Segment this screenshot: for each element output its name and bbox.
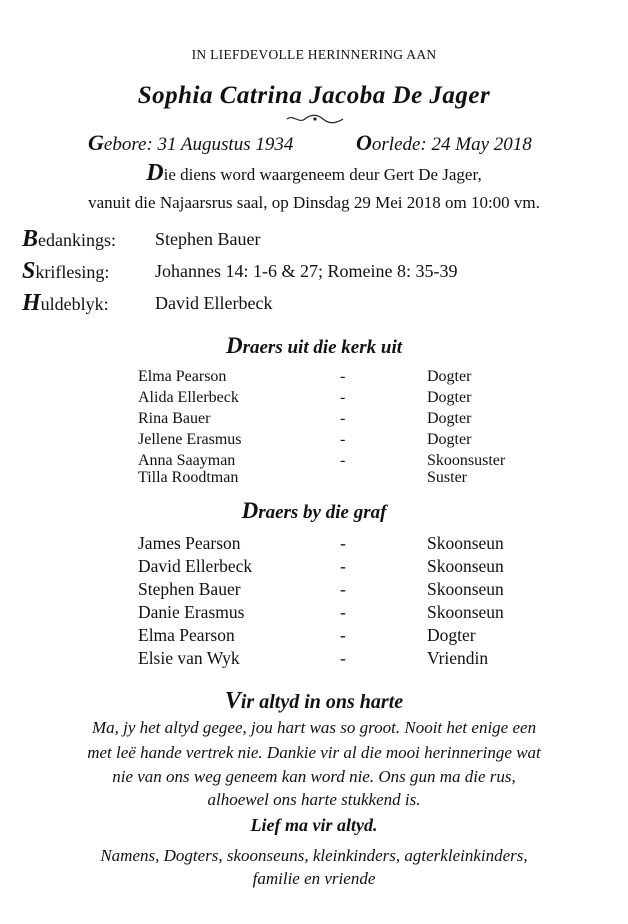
bearer-name: James Pearson xyxy=(138,533,241,553)
bearer-name: Alida Ellerbeck xyxy=(138,389,239,406)
role-label-bedankings: Bedankings: xyxy=(22,226,117,252)
signature-line: Namens, Dogters, skoonseuns, kleinkinders, agterkleinkinders, xyxy=(100,846,528,865)
separator: - xyxy=(340,648,346,668)
list-item xyxy=(0,625,628,645)
bearer-relation: Vriendin xyxy=(427,648,489,668)
separator: - xyxy=(340,431,346,448)
list-item xyxy=(0,579,628,599)
list-item xyxy=(0,556,628,576)
bearers-church-title: Draers uit die kerk uit xyxy=(225,333,403,358)
bearer-name: Jellene Erasmus xyxy=(138,431,242,448)
bearer-relation: Dogter xyxy=(427,389,472,406)
bearer-name: Elma Pearson xyxy=(138,625,235,645)
birth-date: Gebore: 31 Augustus 1934 xyxy=(88,130,294,155)
separator: - xyxy=(340,452,346,469)
bearer-relation: Skoonseun xyxy=(427,602,504,622)
separator: - xyxy=(340,533,346,553)
bearer-name: Elma Pearson xyxy=(138,368,227,385)
bearer-name: Elsie van Wyk xyxy=(138,648,240,668)
poem-line: Ma, jy het altyd gegee, jou hart was so groot. Nooit het enige een xyxy=(91,718,537,737)
bearer-relation: Skoonseun xyxy=(427,556,504,576)
header-text: IN LIEFDEVOLLE HERINNERING AAN xyxy=(191,47,437,62)
bearer-relation: Skoonseun xyxy=(427,533,504,553)
bearer-relation: Suster xyxy=(427,469,467,486)
separator: - xyxy=(340,625,346,645)
deceased-name: Sophia Catrina Jacoba De Jager xyxy=(137,82,491,109)
bearer-relation: Dogter xyxy=(427,431,472,448)
bearer-relation: Skoonseun xyxy=(427,579,504,599)
bearer-name: Rina Bauer xyxy=(138,410,211,427)
role-value-bedankings: Stephen Bauer xyxy=(155,229,261,249)
poem-line: met leë hande vertrek nie. Dankie vir al die mooi herinneringe wat xyxy=(87,743,541,762)
bearer-name: Danie Erasmus xyxy=(138,602,245,622)
separator: - xyxy=(340,579,346,599)
poem-line: nie van ons weg geneem kan word nie. Ons gun ma die rus, xyxy=(112,767,516,786)
tribute-heading: Vir altyd in ons harte xyxy=(224,688,404,714)
poem-line: alhoewel ons harte stukkend is. xyxy=(207,790,421,809)
list-item xyxy=(0,469,628,489)
role-label-huldeblyk: Huldeblyk: xyxy=(22,290,109,316)
bearer-name: Anna Saayman xyxy=(138,452,236,469)
separator: - xyxy=(340,556,346,576)
list-item xyxy=(0,368,628,388)
service-line-2: vanuit die Najaarsrus saal, op Dinsdag 29 Mei 2018 om 10:00 vm. xyxy=(88,193,540,212)
bearer-relation: Skoonsuster xyxy=(427,452,506,469)
ornament-divider-icon xyxy=(285,113,345,125)
bearer-name: Stephen Bauer xyxy=(138,579,241,599)
separator: - xyxy=(340,389,346,406)
separator: - xyxy=(340,368,346,385)
role-value-skriflesing: Johannes 14: 1-6 & 27; Romeine 8: 35-39 xyxy=(155,261,458,281)
bearer-name: Tilla Roodtman xyxy=(138,469,239,486)
separator: - xyxy=(340,602,346,622)
list-item xyxy=(0,389,628,409)
service-line-1: Die diens word waargeneem deur Gert De Jager, xyxy=(146,160,482,186)
signature-line: familie en vriende xyxy=(252,869,376,888)
bearer-name: David Ellerbeck xyxy=(138,556,253,576)
bearers-grave-title: Draers by die graf xyxy=(241,498,387,523)
list-item xyxy=(0,431,628,451)
role-label-skriflesing: Skriflesing: xyxy=(22,258,110,284)
list-item xyxy=(0,410,628,430)
bearer-relation: Dogter xyxy=(427,368,472,385)
list-item xyxy=(0,602,628,622)
role-value-huldeblyk: David Ellerbeck xyxy=(155,293,273,313)
death-date: Oorlede: 24 May 2018 xyxy=(356,130,532,155)
closing-line: Lief ma vir altyd. xyxy=(250,815,378,835)
bearer-relation: Dogter xyxy=(427,410,472,427)
list-item xyxy=(0,648,628,668)
list-item xyxy=(0,533,628,553)
bearer-relation: Dogter xyxy=(427,625,476,645)
separator: - xyxy=(340,410,346,427)
